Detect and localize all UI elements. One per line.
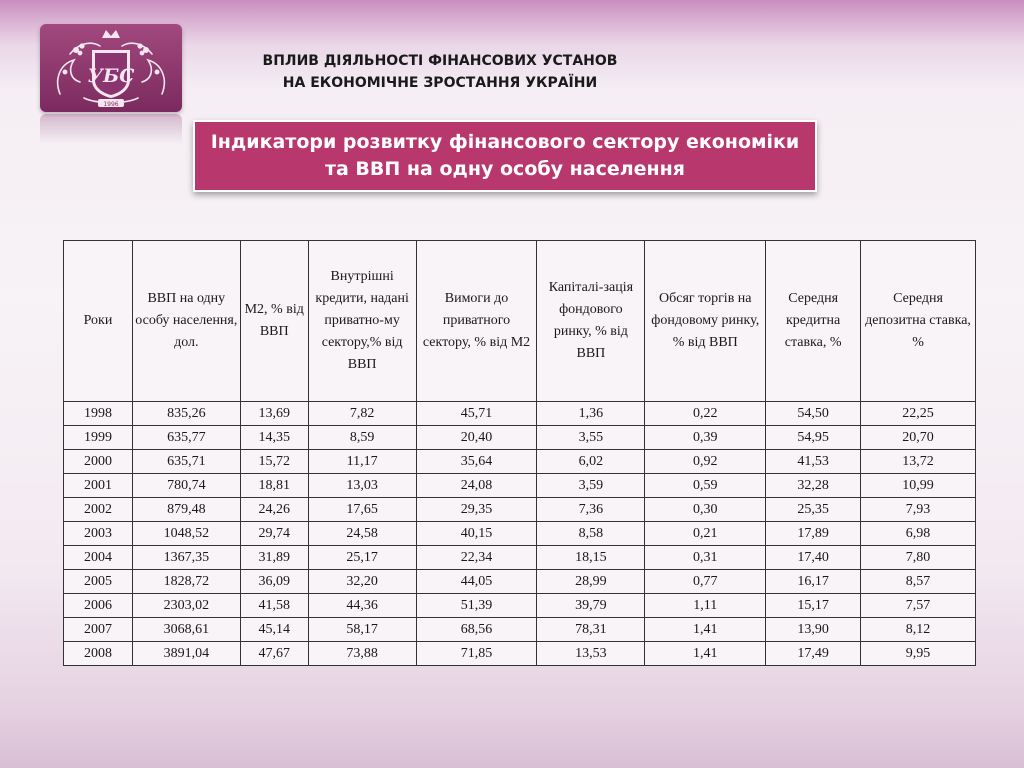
table-cell: 17,49 [766,642,861,666]
table-cell: 3068,61 [132,618,240,642]
table-cell: 8,57 [861,570,976,594]
table-cell: 6,02 [537,450,645,474]
year-cell: 2005 [64,570,133,594]
table-cell: 7,36 [537,498,645,522]
table-cell: 13,53 [537,642,645,666]
table-cell: 3891,04 [132,642,240,666]
table-cell: 6,98 [861,522,976,546]
column-header: ВВП на одну особу населення, дол. [132,241,240,402]
table-cell: 7,57 [861,594,976,618]
year-cell: 2002 [64,498,133,522]
table-cell: 25,17 [308,546,416,570]
table-cell: 3,55 [537,426,645,450]
table-cell: 16,17 [766,570,861,594]
table-cell: 0,21 [645,522,766,546]
table-cell: 45,71 [416,402,537,426]
logo-monogram: УБС [87,65,135,87]
table-cell: 7,80 [861,546,976,570]
column-header: Обсяг торгів на фондовому ринку, % від ВВП [645,241,766,402]
table-cell: 635,77 [132,426,240,450]
year-cell: 2004 [64,546,133,570]
table-cell: 1,41 [645,642,766,666]
table-cell: 2303,02 [132,594,240,618]
table-cell: 28,99 [537,570,645,594]
column-header: Капіталі-зація фондового ринку, % від ВВП [537,241,645,402]
table-cell: 58,17 [308,618,416,642]
table-row [64,546,976,570]
table-row [64,498,976,522]
table-cell: 3,59 [537,474,645,498]
table-cell: 1367,35 [132,546,240,570]
table-cell: 24,26 [240,498,308,522]
column-header: Середня депозитна ставка, % [861,241,976,402]
table-cell: 54,50 [766,402,861,426]
table-cell: 8,59 [308,426,416,450]
table-cell: 10,99 [861,474,976,498]
table-cell: 0,30 [645,498,766,522]
table-cell: 51,39 [416,594,537,618]
table-row [64,402,976,426]
table-cell: 29,74 [240,522,308,546]
table-cell: 41,58 [240,594,308,618]
year-cell: 2007 [64,618,133,642]
logo-reflection [40,114,182,144]
table-cell: 54,95 [766,426,861,450]
table-cell: 35,64 [416,450,537,474]
table-cell: 8,12 [861,618,976,642]
table-cell: 36,09 [240,570,308,594]
table-row [64,474,976,498]
year-cell: 2003 [64,522,133,546]
table-cell: 15,72 [240,450,308,474]
table-cell: 71,85 [416,642,537,666]
table-cell: 11,17 [308,450,416,474]
table-row [64,426,976,450]
table-cell: 24,58 [308,522,416,546]
indicators-table [63,240,976,666]
table-cell: 0,59 [645,474,766,498]
table-cell: 17,89 [766,522,861,546]
table-cell: 44,36 [308,594,416,618]
table-cell: 18,81 [240,474,308,498]
table-row [64,450,976,474]
table-cell: 13,03 [308,474,416,498]
table-cell: 45,14 [240,618,308,642]
logo [40,24,182,112]
year-cell: 2000 [64,450,133,474]
table-cell: 25,35 [766,498,861,522]
table-cell: 73,88 [308,642,416,666]
table-cell: 22,25 [861,402,976,426]
table-cell: 14,35 [240,426,308,450]
table-cell: 13,69 [240,402,308,426]
table-cell: 24,08 [416,474,537,498]
table-cell: 0,92 [645,450,766,474]
page-title-line2: НА ЕКОНОМІЧНЕ ЗРОСТАННЯ УКРАЇНИ [282,75,598,91]
column-header: Вимоги до приватного сектору, % від М2 [416,241,537,402]
table-cell: 68,56 [416,618,537,642]
table-cell: 13,90 [766,618,861,642]
table-cell: 20,70 [861,426,976,450]
table-cell: 15,17 [766,594,861,618]
table-cell: 22,34 [416,546,537,570]
table-cell: 1048,52 [132,522,240,546]
bank-emblem-icon [40,24,182,112]
table-body [64,402,976,666]
table-row [64,618,976,642]
year-cell: 1998 [64,402,133,426]
table-cell: 7,93 [861,498,976,522]
table-row [64,642,976,666]
table-cell: 41,53 [766,450,861,474]
table-cell: 0,39 [645,426,766,450]
year-cell: 1999 [64,426,133,450]
table-cell: 8,58 [537,522,645,546]
table-cell: 39,79 [537,594,645,618]
table-cell: 32,20 [308,570,416,594]
table-row [64,594,976,618]
page-title [200,50,680,94]
table-row [64,522,976,546]
table-cell: 1,41 [645,618,766,642]
table-cell: 78,31 [537,618,645,642]
table-cell: 0,22 [645,402,766,426]
column-header: Середня кредитна ставка, % [766,241,861,402]
table-cell: 1,36 [537,402,645,426]
column-header: Внутрішні кредити, надані приватно-му сектору,% від ВВП [308,241,416,402]
column-header: М2, % від ВВП [240,241,308,402]
table-cell: 0,31 [645,546,766,570]
table-cell: 879,48 [132,498,240,522]
logo-year: 1996 [103,101,119,108]
table-row [64,570,976,594]
table-cell: 780,74 [132,474,240,498]
table-cell: 40,15 [416,522,537,546]
column-header: Роки [64,241,133,402]
table-cell: 9,95 [861,642,976,666]
table-cell: 17,40 [766,546,861,570]
table-cell: 835,26 [132,402,240,426]
table-cell: 635,71 [132,450,240,474]
table-cell: 44,05 [416,570,537,594]
page-title-line1: ВПЛИВ ДІЯЛЬНОСТІ ФІНАНСОВИХ УСТАНОВ [262,53,618,69]
table-header-row [64,241,976,402]
table-cell: 29,35 [416,498,537,522]
table-cell: 13,72 [861,450,976,474]
year-cell: 2006 [64,594,133,618]
year-cell: 2008 [64,642,133,666]
table-cell: 18,15 [537,546,645,570]
table-cell: 7,82 [308,402,416,426]
table-cell: 17,65 [308,498,416,522]
banner-line2: та ВВП на одну особу населення [324,158,685,180]
year-cell: 2001 [64,474,133,498]
table-cell: 31,89 [240,546,308,570]
table-cell: 0,77 [645,570,766,594]
table-cell: 32,28 [766,474,861,498]
table-cell: 20,40 [416,426,537,450]
section-banner [193,120,817,192]
banner-line1: Індикатори розвитку фінансового сектору економіки [210,131,800,153]
table-cell: 47,67 [240,642,308,666]
table-cell: 1828,72 [132,570,240,594]
table-cell: 1,11 [645,594,766,618]
